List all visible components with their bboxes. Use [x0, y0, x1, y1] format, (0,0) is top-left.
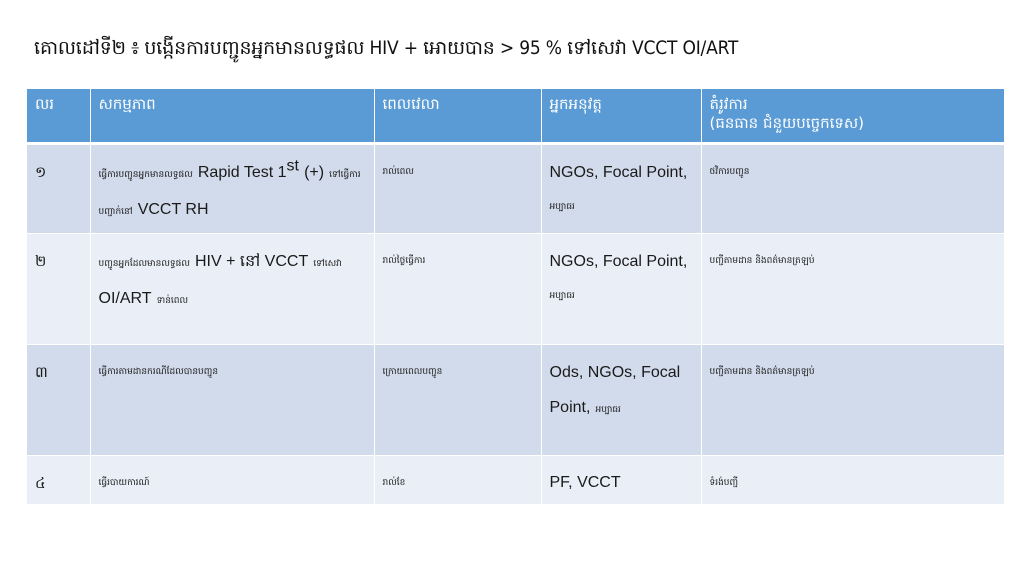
header-activity-label: សកម្មភាព: [98, 95, 156, 113]
table-row: [27, 144, 1004, 234]
activity-text: Rapid Test 1: [197, 164, 287, 181]
header-implementer-label: អ្នកអនុវត្ត: [549, 95, 602, 113]
row-implementer: [541, 345, 701, 456]
activity-text: HIV + នៅ VCCT: [195, 253, 309, 270]
row-timeframe: រាល់ខែ: [374, 456, 541, 505]
row-activity: ធ្វើការតាមដានករណីដែលបានបញ្ជូន: [90, 345, 374, 456]
action-plan-table: [27, 89, 1005, 505]
header-number: [27, 89, 90, 144]
row-timeframe: រាល់ថ្ងៃធ្វើការ: [374, 234, 541, 345]
header-timeframe: [374, 89, 541, 144]
activity-superscript: st: [286, 157, 299, 175]
implementer-text: Ods, NGOs, Focal Point,: [549, 364, 681, 416]
activity-text: VCCT RH: [137, 201, 209, 218]
row-activity: [90, 144, 374, 234]
header-requirements-sub: (ធនធាន ជំនួយបច្ចេកទេស): [709, 114, 865, 132]
activity-text: ទៅសេវា: [313, 259, 342, 269]
row-implementer: PF, VCCT: [541, 456, 701, 505]
table-header-row: [27, 89, 1004, 144]
row-timeframe: ក្រោយពេលបញ្ជូន: [374, 345, 541, 456]
row-number: ២: [27, 234, 90, 345]
activity-text: ធ្វើការបញ្ជូនអ្នកមានលទ្ធផល: [98, 170, 193, 180]
header-implementer: [541, 89, 701, 144]
implementer-text: អប្បាធរ: [549, 291, 575, 301]
row-number: ៤: [27, 456, 90, 505]
row-requirements: ទំរង់បញ្ជី: [701, 456, 1004, 505]
row-requirements: បញ្ជីតាមដាន និងពត៌មានត្រឡប់: [701, 345, 1004, 456]
header-timeframe-label: ពេលវេលា: [382, 95, 440, 113]
table-row: [27, 345, 1004, 456]
row-timeframe: រាល់ពេល: [374, 144, 541, 234]
slide-title: គោលដៅទី២ ៖ បង្កើនការបញ្ជូនអ្នកមានលទ្ធផល HIV + អោយបាន > 95 % ទៅសេវា VCCT OI/ART: [34, 37, 739, 59]
implementer-text: អប្បាធរ: [595, 405, 621, 415]
header-requirements: [701, 89, 1004, 144]
row-activity: [90, 234, 374, 345]
table-row: [27, 234, 1004, 345]
row-activity: ធ្វើរបាយការណ៍: [90, 456, 374, 505]
header-activity: [90, 89, 374, 144]
row-requirements: បញ្ជីតាមដាន និងពត៌មានត្រឡប់: [701, 234, 1004, 345]
row-number: ១: [27, 144, 90, 234]
table-row: [27, 456, 1004, 505]
activity-text: OI/ART: [98, 290, 152, 307]
activity-text: ទៅធ្វើការបញ្ជាក់នៅ: [98, 170, 361, 217]
row-implementer: [541, 144, 701, 234]
activity-text: ទាន់ពេល: [156, 296, 189, 306]
row-requirements: ថវិការបញ្ជូន: [701, 144, 1004, 234]
header-number-label: លរ: [35, 95, 55, 113]
activity-text: (+): [304, 164, 325, 181]
activity-text: បញ្ជូនអ្នកដែលមានលទ្ធផល: [98, 259, 190, 269]
row-number: ៣: [27, 345, 90, 456]
implementer-text: អប្បាធរ: [549, 202, 575, 212]
implementer-text: NGOs, Focal Point,: [549, 164, 688, 181]
header-requirements-label: តំរូវការ: [709, 95, 748, 113]
row-implementer: [541, 234, 701, 345]
implementer-text: NGOs, Focal Point,: [549, 253, 688, 270]
